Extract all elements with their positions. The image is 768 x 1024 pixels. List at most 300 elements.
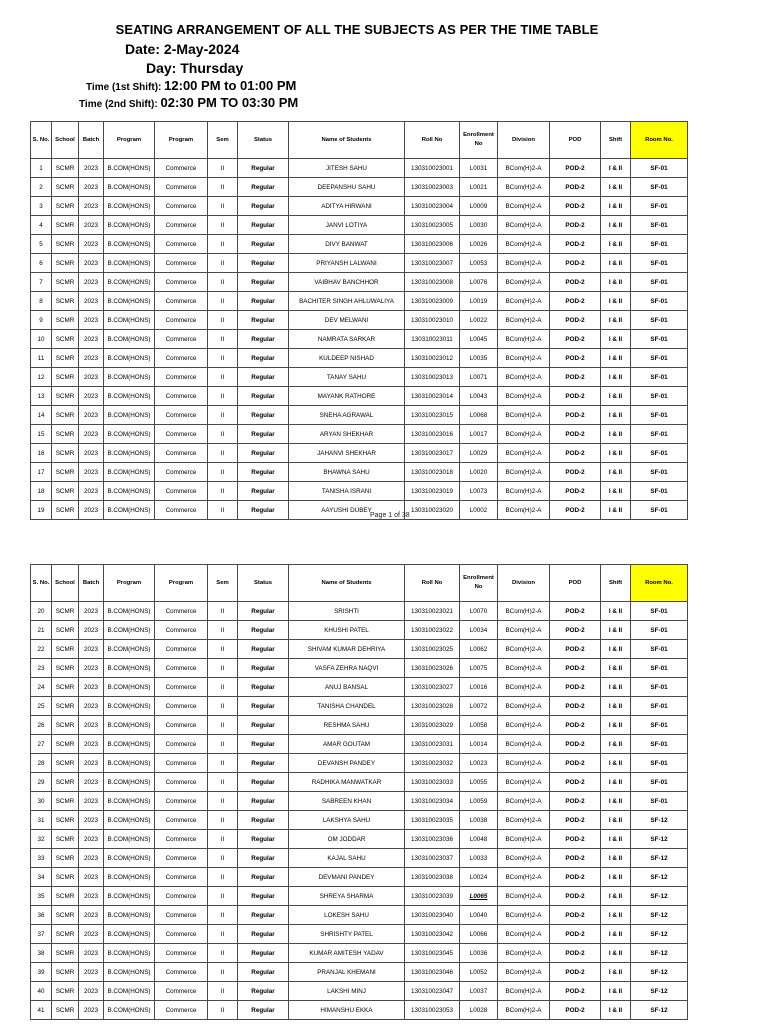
cell-roll-no: 130310023026 — [405, 659, 460, 678]
cell-division: BCom(H)2-A — [498, 963, 550, 982]
cell-pod: POD-2 — [550, 387, 601, 406]
cell-shift: I & II — [601, 273, 631, 292]
cell-division: BCom(H)2-A — [498, 292, 550, 311]
cell-enrollment-no: L0066 — [460, 925, 498, 944]
cell-school: SCMR — [52, 387, 79, 406]
seating-table-page-2 — [30, 564, 688, 1020]
cell-status: Regular — [238, 444, 289, 463]
col-header-s-no: S. No. — [31, 122, 52, 159]
cell-program: B.COM(HONS) — [104, 773, 155, 792]
cell-student-name: OM JODDAR — [289, 830, 405, 849]
table-row — [31, 925, 688, 944]
cell-school: SCMR — [52, 773, 79, 792]
cell-school: SCMR — [52, 602, 79, 621]
cell-status: Regular — [238, 830, 289, 849]
col-header-batch: Batch — [79, 565, 104, 602]
table-row — [31, 602, 688, 621]
cell-s-no: 13 — [31, 387, 52, 406]
cell-roll-no: 130310023031 — [405, 735, 460, 754]
cell-student-name: SABREEN KHAN — [289, 792, 405, 811]
cell-enrollment-no: L0009 — [460, 197, 498, 216]
col-header-division: Division — [498, 122, 550, 159]
cell-room-no: SF-01 — [631, 792, 688, 811]
col-header-pod: POD — [550, 565, 601, 602]
cell-shift: I & II — [601, 406, 631, 425]
cell-roll-no: 130310023033 — [405, 773, 460, 792]
cell-s-no: 29 — [31, 773, 52, 792]
cell-program: B.COM(HONS) — [104, 463, 155, 482]
cell-batch: 2023 — [79, 273, 104, 292]
cell-program: B.COM(HONS) — [104, 311, 155, 330]
cell-s-no: 37 — [31, 925, 52, 944]
cell-room-no: SF-12 — [631, 830, 688, 849]
cell-shift: I & II — [601, 811, 631, 830]
table-row — [31, 887, 688, 906]
cell-division: BCom(H)2-A — [498, 387, 550, 406]
cell-roll-no: 130310023034 — [405, 792, 460, 811]
cell-program: B.COM(HONS) — [104, 1001, 155, 1020]
cell-pod: POD-2 — [550, 811, 601, 830]
cell-division: BCom(H)2-A — [498, 887, 550, 906]
cell-sem: II — [208, 349, 238, 368]
cell-school: SCMR — [52, 887, 79, 906]
cell-program: B.COM(HONS) — [104, 697, 155, 716]
table-row — [31, 273, 688, 292]
cell-pod: POD-2 — [550, 197, 601, 216]
cell-division: BCom(H)2-A — [498, 811, 550, 830]
col-header-student-name: Name of Students — [289, 122, 405, 159]
cell-school: SCMR — [52, 330, 79, 349]
cell-division: BCom(H)2-A — [498, 792, 550, 811]
table-row — [31, 197, 688, 216]
shift1-value: 12:00 PM to 01:00 PM — [164, 78, 297, 93]
cell-batch: 2023 — [79, 482, 104, 501]
cell-batch: 2023 — [79, 197, 104, 216]
cell-s-no: 23 — [31, 659, 52, 678]
cell-roll-no: 130310023027 — [405, 678, 460, 697]
cell-status: Regular — [238, 621, 289, 640]
table-row — [31, 963, 688, 982]
cell-batch: 2023 — [79, 330, 104, 349]
cell-enrollment-no: L0038 — [460, 811, 498, 830]
cell-roll-no: 130310023053 — [405, 1001, 460, 1020]
cell-pod: POD-2 — [550, 368, 601, 387]
cell-batch: 2023 — [79, 235, 104, 254]
cell-school: SCMR — [52, 963, 79, 982]
cell-program: B.COM(HONS) — [104, 944, 155, 963]
cell-division: BCom(H)2-A — [498, 602, 550, 621]
cell-program: B.COM(HONS) — [104, 482, 155, 501]
cell-program-stream: Commerce — [155, 982, 208, 1001]
col-header-program-stream: Program — [155, 122, 208, 159]
cell-program: B.COM(HONS) — [104, 602, 155, 621]
cell-school: SCMR — [52, 197, 79, 216]
cell-student-name: SHRISHTY PATEL — [289, 925, 405, 944]
cell-student-name: NAMRATA SARKAR — [289, 330, 405, 349]
cell-student-name: AMAR GOUTAM — [289, 735, 405, 754]
cell-status: Regular — [238, 330, 289, 349]
cell-program: B.COM(HONS) — [104, 349, 155, 368]
cell-enrollment-no: L0031 — [460, 159, 498, 178]
col-header-s-no: S. No. — [31, 565, 52, 602]
cell-division: BCom(H)2-A — [498, 482, 550, 501]
cell-pod: POD-2 — [550, 716, 601, 735]
cell-school: SCMR — [52, 159, 79, 178]
cell-enrollment-no: L0030 — [460, 216, 498, 235]
cell-enrollment-no: L0072 — [460, 697, 498, 716]
cell-s-no: 20 — [31, 602, 52, 621]
table-row — [31, 830, 688, 849]
cell-batch: 2023 — [79, 659, 104, 678]
cell-room-no: SF-12 — [631, 1001, 688, 1020]
cell-school: SCMR — [52, 292, 79, 311]
cell-s-no: 34 — [31, 868, 52, 887]
cell-student-name: DEEPANSHU SAHU — [289, 178, 405, 197]
cell-division: BCom(H)2-A — [498, 349, 550, 368]
cell-s-no: 17 — [31, 463, 52, 482]
col-header-room-no: Room No. — [631, 122, 688, 159]
table-row — [31, 254, 688, 273]
cell-s-no: 3 — [31, 197, 52, 216]
cell-roll-no: 130310023022 — [405, 621, 460, 640]
cell-pod: POD-2 — [550, 640, 601, 659]
cell-shift: I & II — [601, 716, 631, 735]
cell-enrollment-no: L0028 — [460, 1001, 498, 1020]
cell-program-stream: Commerce — [155, 425, 208, 444]
table-row — [31, 216, 688, 235]
cell-room-no: SF-01 — [631, 754, 688, 773]
cell-sem: II — [208, 368, 238, 387]
cell-program: B.COM(HONS) — [104, 868, 155, 887]
cell-enrollment-no: L0036 — [460, 944, 498, 963]
cell-batch: 2023 — [79, 602, 104, 621]
col-header-roll-no: Roll No — [405, 565, 460, 602]
cell-student-name: ANUJ BANSAL — [289, 678, 405, 697]
cell-sem: II — [208, 235, 238, 254]
cell-sem: II — [208, 868, 238, 887]
table-row — [31, 482, 688, 501]
cell-sem: II — [208, 754, 238, 773]
cell-enrollment-no: L0065 — [460, 887, 498, 906]
cell-status: Regular — [238, 963, 289, 982]
cell-s-no: 16 — [31, 444, 52, 463]
cell-pod: POD-2 — [550, 906, 601, 925]
cell-program-stream: Commerce — [155, 463, 208, 482]
cell-student-name: SRISHTI — [289, 602, 405, 621]
cell-program-stream: Commerce — [155, 311, 208, 330]
cell-roll-no: 130310023035 — [405, 811, 460, 830]
cell-shift: I & II — [601, 773, 631, 792]
cell-shift: I & II — [601, 868, 631, 887]
cell-student-name: PRANJAL KHEMANI — [289, 963, 405, 982]
cell-school: SCMR — [52, 406, 79, 425]
cell-program-stream: Commerce — [155, 406, 208, 425]
cell-program: B.COM(HONS) — [104, 735, 155, 754]
table-row — [31, 235, 688, 254]
cell-roll-no: 130310023009 — [405, 292, 460, 311]
cell-program-stream: Commerce — [155, 925, 208, 944]
cell-school: SCMR — [52, 697, 79, 716]
cell-student-name: LAKSHI MINJ — [289, 982, 405, 1001]
cell-student-name: ARYAN SHEKHAR — [289, 425, 405, 444]
cell-program-stream: Commerce — [155, 292, 208, 311]
cell-room-no: SF-01 — [631, 602, 688, 621]
cell-school: SCMR — [52, 754, 79, 773]
cell-s-no: 41 — [31, 1001, 52, 1020]
cell-student-name: RESHMA SAHU — [289, 716, 405, 735]
cell-division: BCom(H)2-A — [498, 830, 550, 849]
cell-program: B.COM(HONS) — [104, 963, 155, 982]
cell-batch: 2023 — [79, 887, 104, 906]
cell-status: Regular — [238, 159, 289, 178]
cell-pod: POD-2 — [550, 602, 601, 621]
table-row — [31, 678, 688, 697]
col-header-shift: Shift — [601, 122, 631, 159]
cell-shift: I & II — [601, 963, 631, 982]
cell-pod: POD-2 — [550, 944, 601, 963]
cell-school: SCMR — [52, 444, 79, 463]
cell-program: B.COM(HONS) — [104, 197, 155, 216]
cell-enrollment-no: L0034 — [460, 621, 498, 640]
cell-school: SCMR — [52, 982, 79, 1001]
cell-program-stream: Commerce — [155, 254, 208, 273]
cell-pod: POD-2 — [550, 406, 601, 425]
cell-status: Regular — [238, 640, 289, 659]
cell-shift: I & II — [601, 216, 631, 235]
cell-sem: II — [208, 425, 238, 444]
cell-sem: II — [208, 178, 238, 197]
cell-batch: 2023 — [79, 811, 104, 830]
cell-sem: II — [208, 640, 238, 659]
cell-school: SCMR — [52, 254, 79, 273]
cell-program-stream: Commerce — [155, 868, 208, 887]
cell-s-no: 15 — [31, 425, 52, 444]
cell-s-no: 33 — [31, 849, 52, 868]
cell-school: SCMR — [52, 425, 79, 444]
cell-program-stream: Commerce — [155, 792, 208, 811]
cell-status: Regular — [238, 678, 289, 697]
cell-batch: 2023 — [79, 830, 104, 849]
cell-s-no: 7 — [31, 273, 52, 292]
cell-sem: II — [208, 254, 238, 273]
cell-status: Regular — [238, 197, 289, 216]
cell-student-name: ADITYA HIRWANI — [289, 197, 405, 216]
cell-pod: POD-2 — [550, 963, 601, 982]
cell-batch: 2023 — [79, 640, 104, 659]
cell-shift: I & II — [601, 463, 631, 482]
cell-shift: I & II — [601, 425, 631, 444]
col-header-program-stream: Program — [155, 565, 208, 602]
cell-sem: II — [208, 292, 238, 311]
col-header-division: Division — [498, 565, 550, 602]
cell-division: BCom(H)2-A — [498, 463, 550, 482]
cell-school: SCMR — [52, 868, 79, 887]
cell-student-name: TANISHA CHANDEL — [289, 697, 405, 716]
cell-program: B.COM(HONS) — [104, 406, 155, 425]
cell-school: SCMR — [52, 463, 79, 482]
col-header-school: School — [52, 122, 79, 159]
cell-shift: I & II — [601, 640, 631, 659]
cell-pod: POD-2 — [550, 482, 601, 501]
cell-school: SCMR — [52, 178, 79, 197]
cell-enrollment-no: L0033 — [460, 849, 498, 868]
col-header-program: Program — [104, 565, 155, 602]
cell-program-stream: Commerce — [155, 887, 208, 906]
cell-student-name: VAIBHAV BANCHHOR — [289, 273, 405, 292]
cell-pod: POD-2 — [550, 697, 601, 716]
cell-batch: 2023 — [79, 216, 104, 235]
cell-status: Regular — [238, 887, 289, 906]
cell-batch: 2023 — [79, 463, 104, 482]
cell-room-no: SF-01 — [631, 463, 688, 482]
cell-division: BCom(H)2-A — [498, 640, 550, 659]
cell-shift: I & II — [601, 1001, 631, 1020]
table-body — [31, 159, 688, 520]
cell-program: B.COM(HONS) — [104, 678, 155, 697]
cell-program-stream: Commerce — [155, 849, 208, 868]
cell-enrollment-no: L0071 — [460, 368, 498, 387]
cell-s-no: 32 — [31, 830, 52, 849]
cell-status: Regular — [238, 349, 289, 368]
table-row — [31, 178, 688, 197]
cell-school: SCMR — [52, 311, 79, 330]
cell-roll-no: 130310023008 — [405, 273, 460, 292]
cell-roll-no: 130310023010 — [405, 311, 460, 330]
cell-roll-no: 130310023004 — [405, 197, 460, 216]
cell-school: SCMR — [52, 235, 79, 254]
cell-status: Regular — [238, 868, 289, 887]
cell-student-name: SNEHA AGRAWAL — [289, 406, 405, 425]
cell-sem: II — [208, 330, 238, 349]
shift2-label: Time (2nd Shift): — [79, 99, 161, 110]
cell-school: SCMR — [52, 640, 79, 659]
cell-roll-no: 130310023037 — [405, 849, 460, 868]
cell-program-stream: Commerce — [155, 501, 208, 520]
cell-shift: I & II — [601, 925, 631, 944]
day-value: Thursday — [180, 60, 244, 76]
cell-school: SCMR — [52, 830, 79, 849]
cell-batch: 2023 — [79, 982, 104, 1001]
cell-program: B.COM(HONS) — [104, 368, 155, 387]
cell-student-name: PRIYANSH LALWANI — [289, 254, 405, 273]
cell-program-stream: Commerce — [155, 621, 208, 640]
cell-sem: II — [208, 925, 238, 944]
cell-enrollment-no: L0073 — [460, 482, 498, 501]
cell-s-no: 12 — [31, 368, 52, 387]
cell-status: Regular — [238, 387, 289, 406]
cell-sem: II — [208, 273, 238, 292]
cell-batch: 2023 — [79, 292, 104, 311]
cell-program-stream: Commerce — [155, 387, 208, 406]
cell-student-name: BACHITER SINGH AHLUWALIYA — [289, 292, 405, 311]
cell-division: BCom(H)2-A — [498, 159, 550, 178]
cell-pod: POD-2 — [550, 887, 601, 906]
first-shift-time — [86, 78, 296, 93]
cell-batch: 2023 — [79, 773, 104, 792]
cell-pod: POD-2 — [550, 330, 601, 349]
cell-status: Regular — [238, 463, 289, 482]
cell-program: B.COM(HONS) — [104, 982, 155, 1001]
cell-program: B.COM(HONS) — [104, 330, 155, 349]
cell-roll-no: 130310023042 — [405, 925, 460, 944]
cell-division: BCom(H)2-A — [498, 178, 550, 197]
cell-room-no: SF-12 — [631, 982, 688, 1001]
cell-division: BCom(H)2-A — [498, 254, 550, 273]
cell-room-no: SF-01 — [631, 773, 688, 792]
col-header-shift: Shift — [601, 565, 631, 602]
cell-sem: II — [208, 311, 238, 330]
cell-status: Regular — [238, 406, 289, 425]
cell-division: BCom(H)2-A — [498, 697, 550, 716]
table-row — [31, 944, 688, 963]
cell-division: BCom(H)2-A — [498, 678, 550, 697]
cell-status: Regular — [238, 1001, 289, 1020]
cell-sem: II — [208, 830, 238, 849]
cell-shift: I & II — [601, 482, 631, 501]
cell-pod: POD-2 — [550, 463, 601, 482]
cell-s-no: 40 — [31, 982, 52, 1001]
cell-student-name: VASFA ZEHRA NAQVI — [289, 659, 405, 678]
table-body — [31, 602, 688, 1020]
table-row — [31, 292, 688, 311]
cell-school: SCMR — [52, 906, 79, 925]
cell-shift: I & II — [601, 387, 631, 406]
cell-s-no: 30 — [31, 792, 52, 811]
cell-pod: POD-2 — [550, 178, 601, 197]
cell-sem: II — [208, 773, 238, 792]
cell-room-no: SF-01 — [631, 621, 688, 640]
cell-program: B.COM(HONS) — [104, 387, 155, 406]
cell-program-stream: Commerce — [155, 697, 208, 716]
cell-batch: 2023 — [79, 349, 104, 368]
cell-room-no: SF-01 — [631, 159, 688, 178]
cell-school: SCMR — [52, 1001, 79, 1020]
cell-student-name: DIVY BANWAT — [289, 235, 405, 254]
cell-student-name: LAKSHYA SAHU — [289, 811, 405, 830]
cell-shift: I & II — [601, 178, 631, 197]
cell-batch: 2023 — [79, 159, 104, 178]
page-footer: Page 1 of 38 — [370, 512, 410, 519]
cell-roll-no: 130310023005 — [405, 216, 460, 235]
cell-roll-no: 130310023032 — [405, 754, 460, 773]
cell-sem: II — [208, 621, 238, 640]
cell-pod: POD-2 — [550, 235, 601, 254]
cell-pod: POD-2 — [550, 292, 601, 311]
cell-room-no: SF-12 — [631, 811, 688, 830]
cell-pod: POD-2 — [550, 868, 601, 887]
col-header-sem: Sem — [208, 122, 238, 159]
cell-school: SCMR — [52, 849, 79, 868]
cell-enrollment-no: L0048 — [460, 830, 498, 849]
cell-shift: I & II — [601, 697, 631, 716]
cell-program-stream: Commerce — [155, 906, 208, 925]
cell-status: Regular — [238, 697, 289, 716]
cell-division: BCom(H)2-A — [498, 659, 550, 678]
cell-batch: 2023 — [79, 944, 104, 963]
cell-batch: 2023 — [79, 678, 104, 697]
table-row — [31, 330, 688, 349]
cell-program-stream: Commerce — [155, 602, 208, 621]
cell-s-no: 11 — [31, 349, 52, 368]
table-row — [31, 868, 688, 887]
cell-enrollment-no: L0070 — [460, 602, 498, 621]
table-row — [31, 463, 688, 482]
cell-division: BCom(H)2-A — [498, 906, 550, 925]
cell-enrollment-no: L0016 — [460, 678, 498, 697]
table-row — [31, 387, 688, 406]
col-header-student-name: Name of Students — [289, 565, 405, 602]
cell-student-name: DEVMANI PANDEY — [289, 868, 405, 887]
